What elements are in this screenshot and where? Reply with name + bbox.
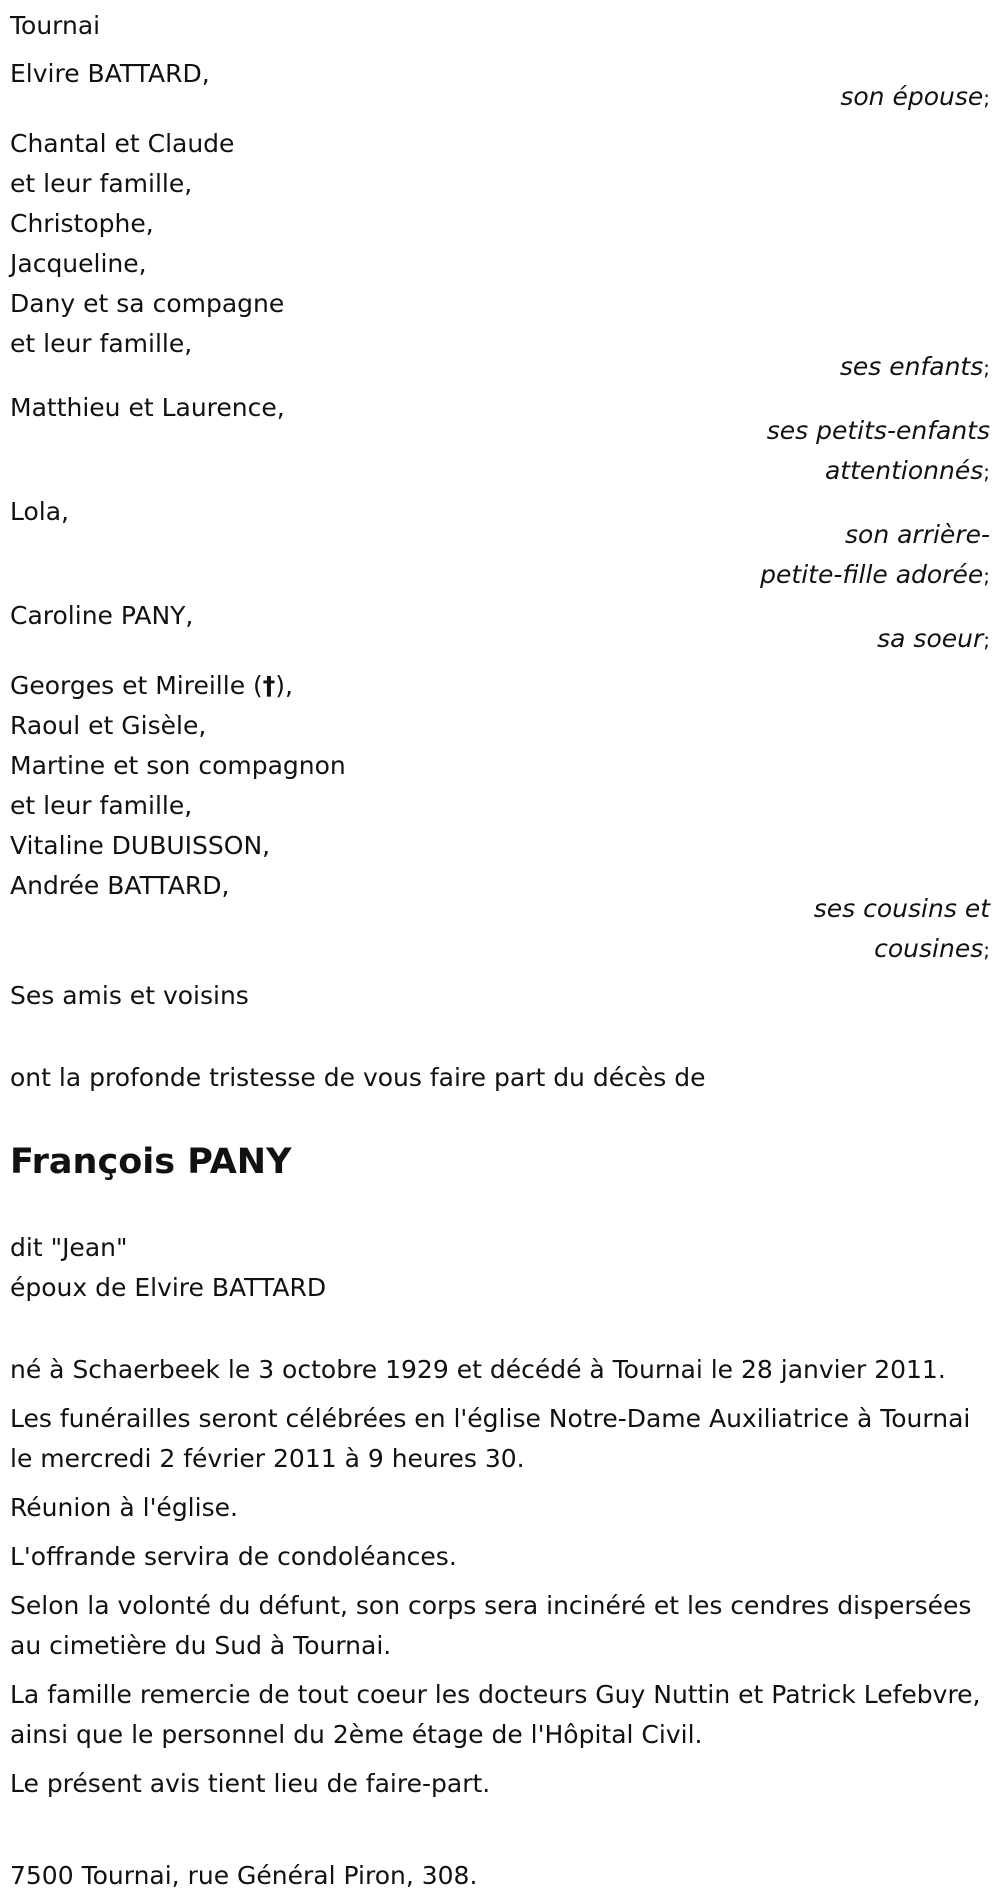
family-name-line: et leur famille, xyxy=(10,791,193,820)
family-names xyxy=(10,124,990,364)
relation-terminator: ; xyxy=(983,938,990,962)
family-names xyxy=(10,666,990,906)
family-name-line: Dany et sa compagne xyxy=(10,289,285,318)
nickname: dit "Jean" xyxy=(10,1233,128,1262)
deceased-aka xyxy=(10,1228,990,1308)
city-heading: Tournai xyxy=(10,11,101,40)
relation-text: attentionnés xyxy=(824,456,984,485)
family-group-grandchildren xyxy=(10,388,990,492)
family-name-line: Caroline PANY, xyxy=(10,601,194,630)
funeral-info: Les funérailles seront célébrées en l'église Notre-Dame Auxiliatrice à Tournai le mercredi 2 février 2011 à 9 heures 30. xyxy=(10,1404,971,1473)
relation-terminator: ; xyxy=(983,628,990,652)
meeting-info: Réunion à l'église. xyxy=(10,1493,238,1522)
family-name-line: Andrée BATTARD, xyxy=(10,871,230,900)
family-group-children xyxy=(10,124,990,388)
cremation-info: Selon la volonté du défunt, son corps sera incinéré et les cendres dispersées au cimetière du Sud à Tournai. xyxy=(10,1591,972,1660)
family-address: 7500 Tournai, rue Général Piron, 308. xyxy=(10,1861,478,1890)
relation-terminator: ; xyxy=(983,564,990,588)
relation-text: petite-fille adorée xyxy=(760,560,984,589)
family-name-line: Lola, xyxy=(10,497,69,526)
family-group-sister xyxy=(10,596,990,660)
relation-terminator: ; xyxy=(983,460,990,484)
details-section xyxy=(10,1350,990,1804)
offering-info: L'offrande servira de condoléances. xyxy=(10,1542,457,1571)
relation-text: sa soeur xyxy=(877,624,984,653)
family-name-line: Chantal et Claude xyxy=(10,129,235,158)
family-name-line: Martine et son compagnon xyxy=(10,751,346,780)
family-name-line: Vitaline DUBUISSON, xyxy=(10,831,271,860)
family-name-line: Georges et Mireille (†), xyxy=(10,671,293,700)
deceased-name: François PANY xyxy=(10,1142,292,1182)
relation-text: ses petits-enfants xyxy=(766,416,990,445)
relation-text: cousines xyxy=(874,934,984,963)
cross-icon: † xyxy=(262,671,276,700)
spouse-line: époux de Elvire BATTARD xyxy=(10,1273,327,1302)
family-name-line: Matthieu et Laurence, xyxy=(10,393,285,422)
family-group-spouse xyxy=(10,54,990,118)
announcement-text: ont la profonde tristesse de vous faire part du décès de xyxy=(10,1063,706,1092)
relation-text: ses cousins et xyxy=(813,894,990,923)
relation-terminator: ; xyxy=(983,86,990,110)
family-name-line: et leur famille, xyxy=(10,169,193,198)
obituary-notice xyxy=(0,6,1000,1896)
family-name-line: Raoul et Gisèle, xyxy=(10,711,207,740)
family-name-line: Christophe, xyxy=(10,209,154,238)
friends-line: Ses amis et voisins xyxy=(10,981,249,1010)
relation-text: ses enfants xyxy=(839,352,984,381)
thanks-info: La famille remercie de tout coeur les docteurs Guy Nuttin et Patrick Lefebvre, ainsi que le personnel du 2ème étage de l'Hôpital Civil. xyxy=(10,1680,981,1749)
family-name-line: Jacqueline, xyxy=(10,249,147,278)
relation-text: son arrière- xyxy=(845,520,990,549)
family-group-cousins xyxy=(10,666,990,970)
relation-terminator: ; xyxy=(983,356,990,380)
relation-text: son épouse xyxy=(840,82,984,111)
family-name-line: et leur famille, xyxy=(10,329,193,358)
birth-death-line: né à Schaerbeek le 3 octobre 1929 et décédé à Tournai le 28 janvier 2011. xyxy=(10,1355,946,1384)
relation-label xyxy=(10,515,990,596)
notice-info: Le présent avis tient lieu de faire-part. xyxy=(10,1769,491,1798)
family-name-line: Elvire BATTARD, xyxy=(10,59,210,88)
family-group-great-granddaughter xyxy=(10,492,990,596)
